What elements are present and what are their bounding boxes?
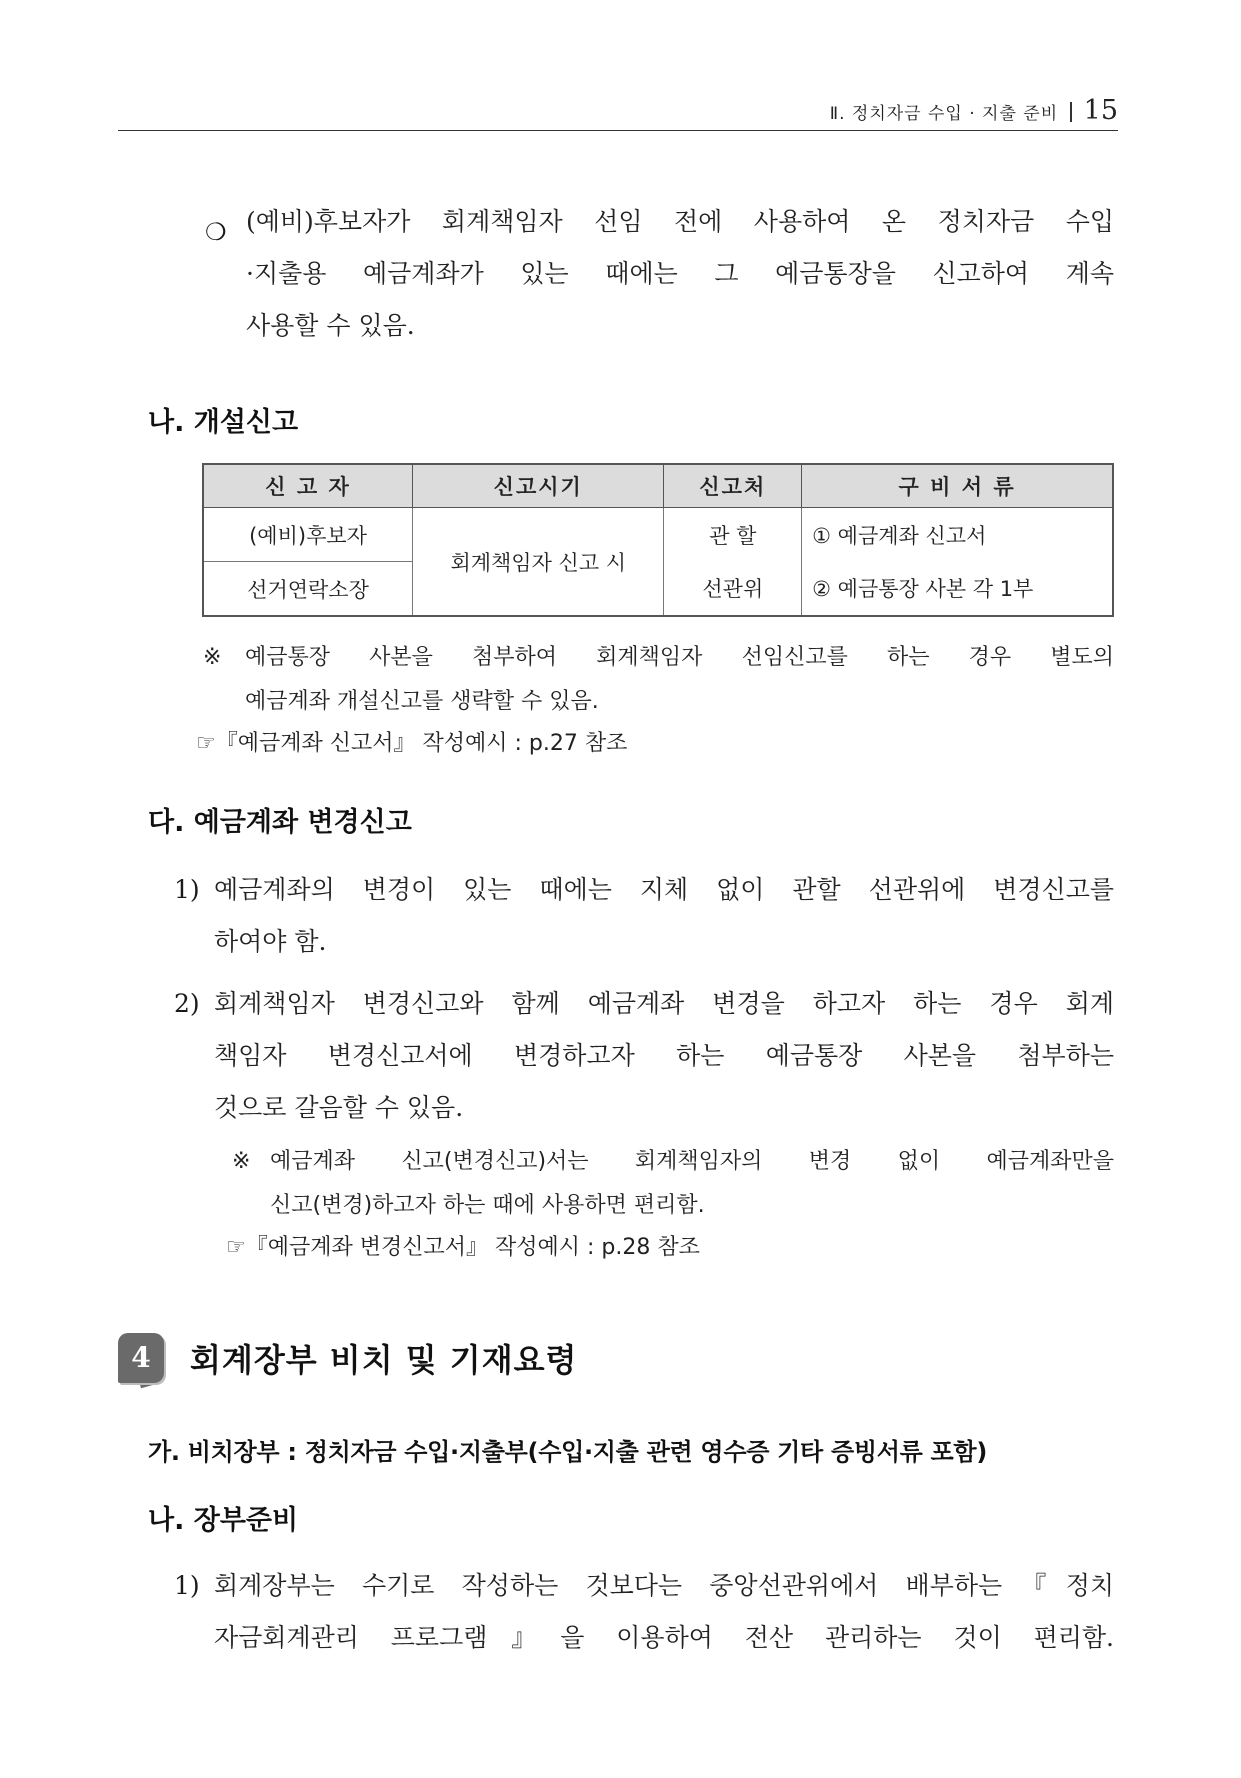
header-right: [830, 95, 1118, 126]
section-heading-book-preparation: 나. 장부준비: [148, 1505, 299, 1536]
item2-line-3: 것으로 갈음할 수 있음.: [214, 1093, 464, 1122]
note-mark: ※: [232, 1149, 251, 1174]
reference-account-change-report: ☞『예금계좌 변경신고서』 작성예시 : p.28 참조: [226, 1235, 700, 1260]
section-heading-account-opening: 나. 개설신고: [148, 407, 299, 438]
item2-line-2: 책임자 변경신고서에 변경하고자 하는 예금통장 사본을 첨부하는: [214, 1041, 1114, 1070]
header-title: Ⅱ. 정치자금 수입 · 지출 준비: [829, 104, 1059, 124]
header-filer: 신 고 자: [203, 464, 413, 508]
header-documents: 구 비 서 류: [802, 464, 1113, 508]
note1-line-2: 예금계좌 개설신고를 생략할 수 있음.: [245, 689, 599, 714]
item1-line-2: 하여야 함.: [214, 927, 327, 956]
running-header: [118, 92, 1118, 131]
cell-filer-candidate: (예비)후보자: [203, 508, 413, 562]
cell-office-line1: 관 할: [664, 508, 802, 562]
table-row: [203, 508, 1113, 562]
page-number: 15: [1083, 95, 1118, 126]
table-header-row: [203, 464, 1113, 508]
chapter-title: 회계장부 비치 및 기재요령: [190, 1341, 578, 1379]
cell-doc-2: ② 예금통장 사본 각 1부: [802, 562, 1113, 617]
note1-line-1: 예금통장 사본을 첨부하여 회계책임자 선임신고를 하는 경우 별도의: [245, 645, 1114, 670]
note-mark: ※: [203, 645, 222, 670]
intro-line-3: 사용할 수 있음.: [246, 311, 415, 340]
item3-line-1: 회계장부는 수기로 작성하는 것보다는 중앙선관위에서 배부하는『정치: [214, 1571, 1114, 1600]
reference-account-report: ☞『예금계좌 신고서』 작성예시 : p.27 참조: [196, 731, 628, 756]
cell-office-line2: 선관위: [664, 562, 802, 617]
section-heading-account-change: 다. 예금계좌 변경신고: [148, 807, 412, 838]
header-office: 신고처: [664, 464, 802, 508]
section-heading-books: 가. 비치장부 : 정치자금 수입·지출부(수입·지출 관련 영수증 기타 증빙서류 포함): [148, 1438, 987, 1466]
item1-line-1: 예금계좌의 변경이 있는 때에는 지체 없이 관할 선관위에 변경신고를: [214, 875, 1114, 904]
item3-number: 1): [174, 1571, 200, 1600]
item1-number: 1): [174, 875, 200, 904]
note2-line-1: 예금계좌 신고(변경신고)서는 회계책임자의 변경 없이 예금계좌만을: [270, 1149, 1114, 1174]
circle-bullet-icon: ❍: [205, 218, 227, 246]
note2-line-2: 신고(변경)하고자 하는 때에 사용하면 편리함.: [270, 1193, 705, 1218]
cell-filer-liaison: 선거연락소장: [203, 562, 413, 617]
chapter-heading: [118, 1331, 577, 1385]
intro-line-2: ·지출용 예금계좌가 있는 때에는 그 예금통장을 신고하여 계속: [246, 259, 1114, 288]
report-requirements-table: [202, 463, 1114, 617]
item2-number: 2): [174, 989, 200, 1018]
item2-line-1: 회계책임자 변경신고와 함께 예금계좌 변경을 하고자 하는 경우 회계: [214, 989, 1114, 1018]
chapter-number: 4: [131, 1341, 151, 1374]
item3-line-2: 자금회계관리 프로그램』을 이용하여 전산 관리하는 것이 편리함.: [214, 1623, 1114, 1652]
cell-timing: 회계책임자 신고 시: [413, 508, 664, 617]
header-timing: 신고시기: [413, 464, 664, 508]
cell-doc-1: ① 예금계좌 신고서: [802, 508, 1113, 562]
intro-line-1: (예비)후보자가 회계책임자 선임 전에 사용하여 온 정치자금 수입: [246, 207, 1114, 236]
header-divider: [1070, 102, 1072, 122]
chapter-number-badge-icon: [118, 1333, 164, 1383]
